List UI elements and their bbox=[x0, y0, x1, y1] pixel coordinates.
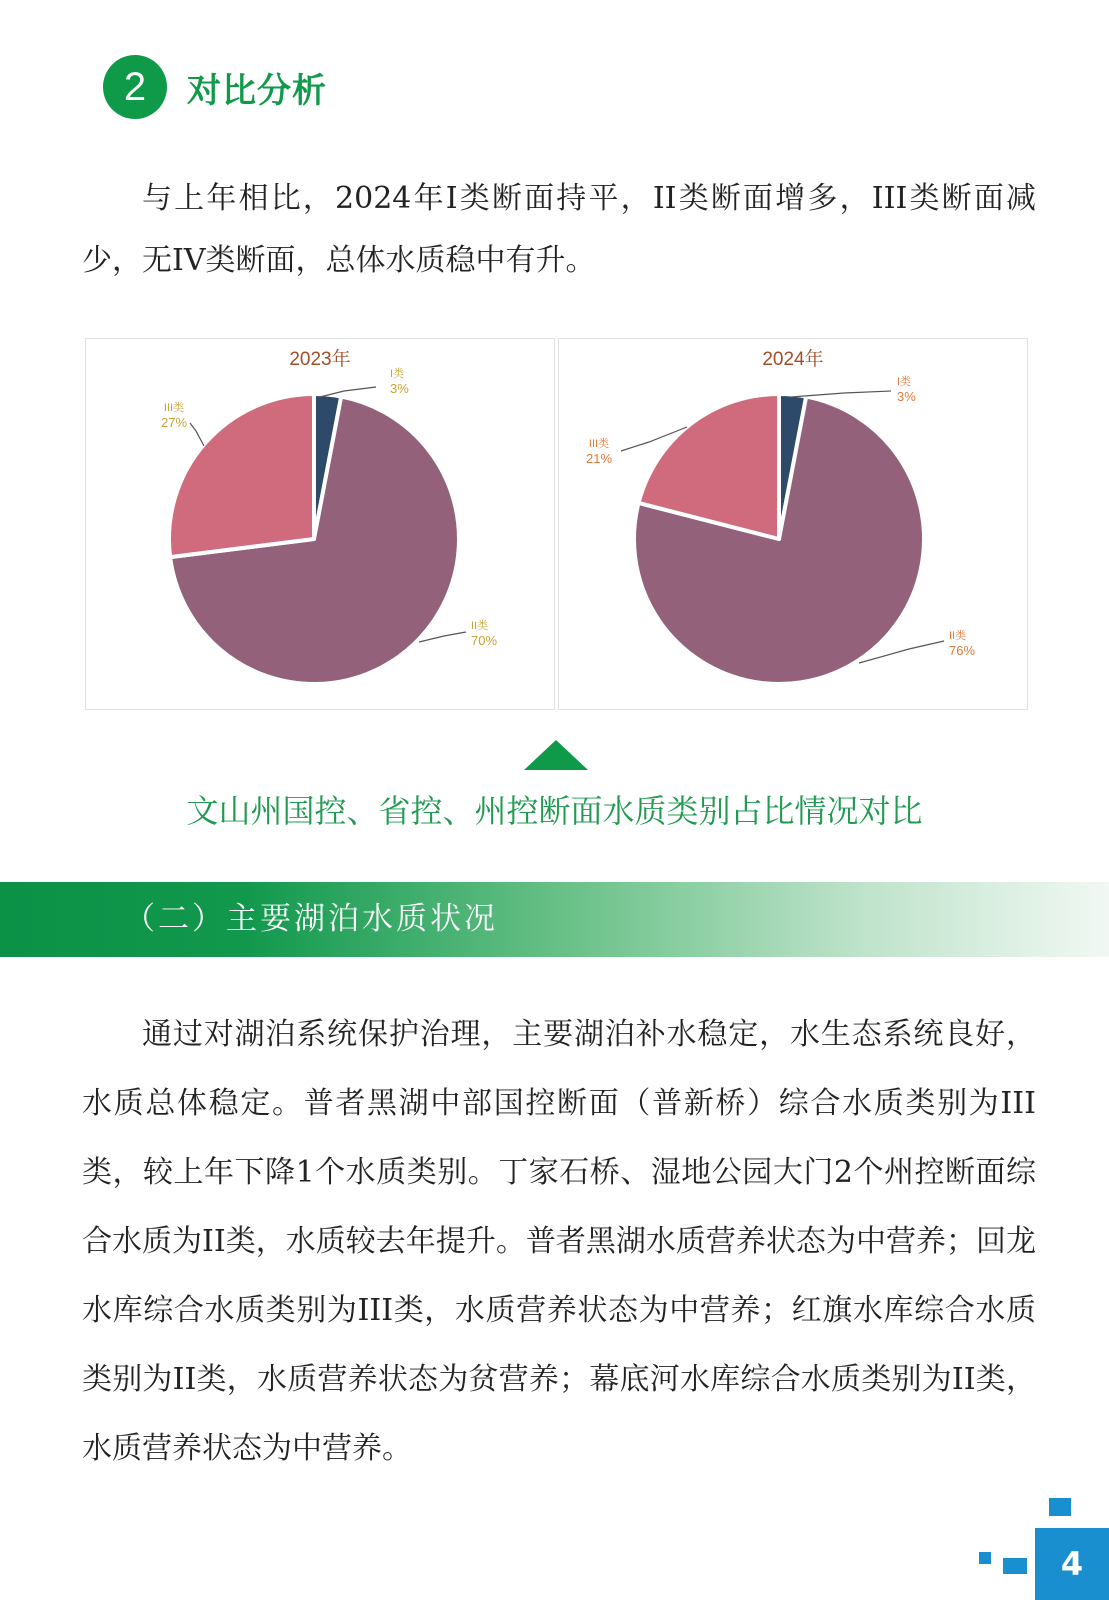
section-title: 对比分析 bbox=[187, 70, 327, 111]
subsection-title: （二）主要湖泊水质状况 bbox=[124, 901, 498, 937]
slice-category-label: III类 bbox=[163, 402, 185, 414]
slice-category-label: II类 bbox=[471, 620, 489, 632]
chart-title: 2024年 bbox=[762, 349, 824, 370]
page-number-decoration bbox=[979, 1498, 1109, 1600]
slice-value-label: 3% bbox=[897, 389, 916, 404]
pie-chart-2023-svg bbox=[86, 339, 554, 709]
leader-line bbox=[190, 423, 204, 446]
chart-title: 2023年 bbox=[289, 349, 351, 370]
leader-line bbox=[320, 387, 376, 397]
slice-value-label: 27% bbox=[160, 415, 188, 430]
body-paragraph: 通过对湖泊系统保护治理，主要湖泊补水稳定，水生态系统良好，水质总体稳定。普者黑湖中部国控断面（普新桥）综合水质类别为III类，较上年下降1个水质类别。丁家石桥、湿地公园大门2个州控断面综合水质为II类，水质较去年提升。普者黑湖水质营养状态为中营养；回龙水库综合水质类别为III类，水质营养状态为中营养；红旗水库综合水质类别为II类，水质营养状态为贫营养；幕底河水库综合水质类别为II类，水质营养状态为中营养。 bbox=[82, 1017, 1036, 1466]
leader-line bbox=[791, 391, 891, 397]
pie-chart-2024 bbox=[558, 338, 1028, 710]
pie-chart-2024-svg bbox=[559, 339, 1027, 709]
caption-triangle-icon bbox=[524, 740, 588, 770]
pie-chart-2023 bbox=[85, 338, 555, 710]
slice-category-label: I类 bbox=[390, 368, 405, 380]
slice-value-label: 70% bbox=[471, 633, 498, 648]
slice-value-label: 76% bbox=[949, 643, 976, 658]
slice-category-label: III类 bbox=[588, 438, 610, 450]
slice-category-label: I类 bbox=[897, 376, 912, 388]
slice-category-label: II类 bbox=[949, 630, 967, 642]
section-heading bbox=[103, 55, 327, 119]
section-number-badge: 2 bbox=[103, 55, 167, 119]
intro-paragraph: 与上年相比，2024年I类断面持平，II类断面增多，III类断面减少，无IV类断面，总体水质稳中有升。 bbox=[82, 181, 1036, 278]
figure-caption: 文山州国控、省控、州控断面水质类别占比情况对比 bbox=[186, 792, 923, 830]
deco-square-medium bbox=[1003, 1558, 1027, 1574]
deco-square-top bbox=[1049, 1498, 1071, 1516]
slice-value-label: 3% bbox=[390, 381, 409, 396]
deco-square-small bbox=[979, 1552, 991, 1564]
pie-slice bbox=[169, 394, 314, 557]
slice-value-label: 21% bbox=[585, 451, 613, 466]
subsection-banner bbox=[0, 882, 1109, 957]
page-number: 4 bbox=[1035, 1528, 1109, 1600]
